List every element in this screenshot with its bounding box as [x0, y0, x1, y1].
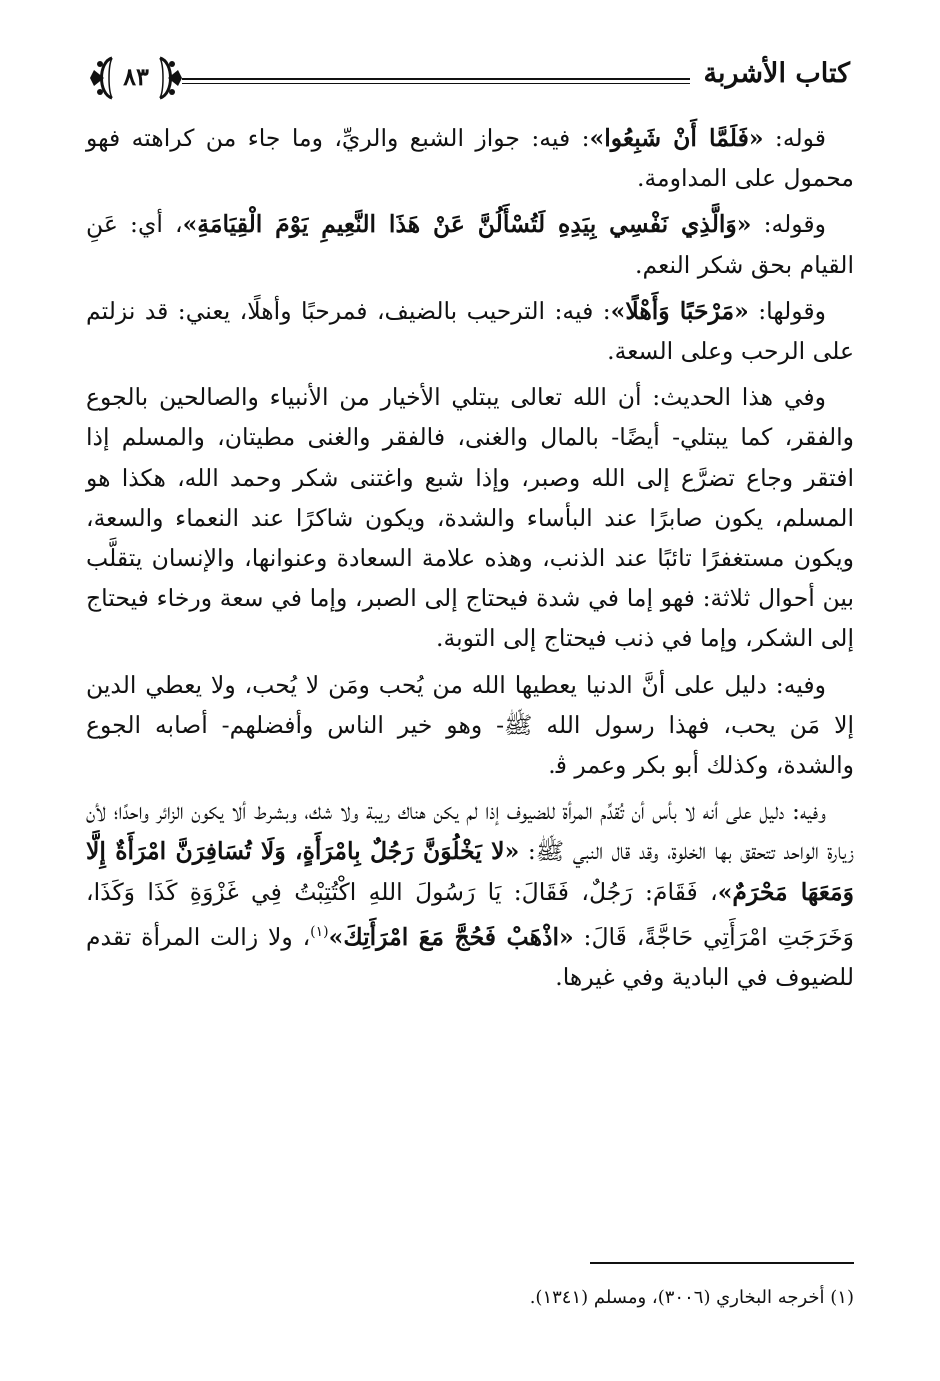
paragraph-text: وفي هذا الحديث: أن الله تعالى يبتلي الأخيار من الأنبياء والصالحين بالجوع والفقر، كما يبتلي- أيضًا- بالمال والغنى، فالفقر والغنى مطيتان، والمسلم إذا افتقر وجاع تضرَّع إلى الله وصبر، وإذا شبع واغتنى شكر وحمد الله، هكذا هو المسلم، يكون صابرًا عند البأساء والشدة، ويكون شاكرًا عند النعماء والسعة، ويكون مستغفرًا تائبًا عند الذنب، وهذه علامة السعادة وعنوانها، والإنسان يتقلَّب بين أحوال ثلاثة: فهو إما في شدة فيحتاج إلى الصبر، وإما في سعة ورخاء فيحتاج إلى الشكر، وإما في ذنب فيحتاج إلى التوبة. [86, 383, 854, 653]
paragraph [86, 291, 854, 371]
paragraph-lead: قوله: [763, 124, 826, 152]
footnote-marker: (١) [310, 923, 329, 940]
main-text [86, 118, 854, 1003]
paragraph [86, 791, 854, 997]
paragraph-text: ، أي: عَنِ القيام بحق شكر النعم. [86, 210, 854, 279]
paragraph [86, 665, 854, 786]
paragraph-lead: وقولها: [748, 296, 827, 325]
hadith-quote: «فَلَمَّا أَنْ شَبِعُوا» [589, 124, 764, 152]
hadith-quote: «لا يَخْلُوَنَّ رَجُلٌ بِامْرَأَةٍ، وَلَا تُسَافِرَنَّ امْرَأَةٌ إِلَّا وَمَعَهَا مَحْرَمٌ» [86, 837, 854, 906]
paragraph-text: ، فَقَامَ: رَجُلٌ، فَقَالَ: يَا رَسُولَ اللهِ اكْتُتِبْتُ فِي غَزْوَةِ كَذَا وَكَذَا، وَخَرَجَتِ امْرَأَتِي حَاجَّةً، قَالَ: [86, 877, 854, 951]
paragraph-lead: وقوله: [751, 210, 827, 239]
hadith-quote: «مَرْحَبًا وَأَهْلًا» [610, 296, 749, 325]
hadith-quote: «اذْهَبْ فَحُجَّ مَعَ امْرَأَتِكَ» [328, 922, 574, 951]
paragraph-text: : فيه: الترحيب بالضيف، فمرحبًا وأهلًا، يعني: قد نزلتم على الرحب وعلى السعة. [86, 296, 854, 366]
header-rule [182, 78, 690, 80]
book-title: كتاب الأشربة [703, 58, 850, 89]
page-header [90, 52, 850, 104]
paragraph [86, 118, 854, 198]
footnote-separator [590, 1262, 854, 1264]
paragraph-lead: وفيه: دليل على أنه لا بأس أن تُقدِّم المرأة للضيوف إذا لم يكن هناك ريبة ولا شك، وبشرط ألا يكون الزائر واحدًا؛ لأن زيارة الواحد تتحقق بها الخلوة، وقد قال النبي ﷺ: [86, 797, 854, 866]
paragraph [86, 377, 854, 658]
paragraph-text: : فيه: جواز الشبع والريِّ، وما جاء من كراهته فهو محمول على المداومة. [86, 124, 854, 193]
page-number: ٨٣ [123, 62, 149, 91]
hadith-quote: «وَالَّذِي نَفْسِي بِيَدِهِ لَتُسْأَلُنَّ عَنْ هَذَا النَّعِيمِ يَوْمَ الْقِيَامَةِ» [182, 210, 752, 239]
header-rule-thin [182, 83, 690, 84]
paragraph-text: وفيه: دليل على أنَّ الدنيا يعطيها الله من يُحب ومَن لا يُحب، ولا يعطي الدين إلا مَن يحب، فهذا رسول الله ﷺ- وهو خير الناس وأفضلهم- أصابه الجوع والشدة، وكذلك أبو بكر وعمر ﭬ. [86, 670, 854, 780]
paragraph-text: ، ولا زالت المرأة تقدم للضيوف في البادية وفي غيرها. [86, 922, 854, 991]
footnote: (١) أخرجه البخاري (٣٠٠٦)، ومسلم (١٣٤١). [529, 1287, 854, 1308]
paragraph [86, 204, 854, 284]
